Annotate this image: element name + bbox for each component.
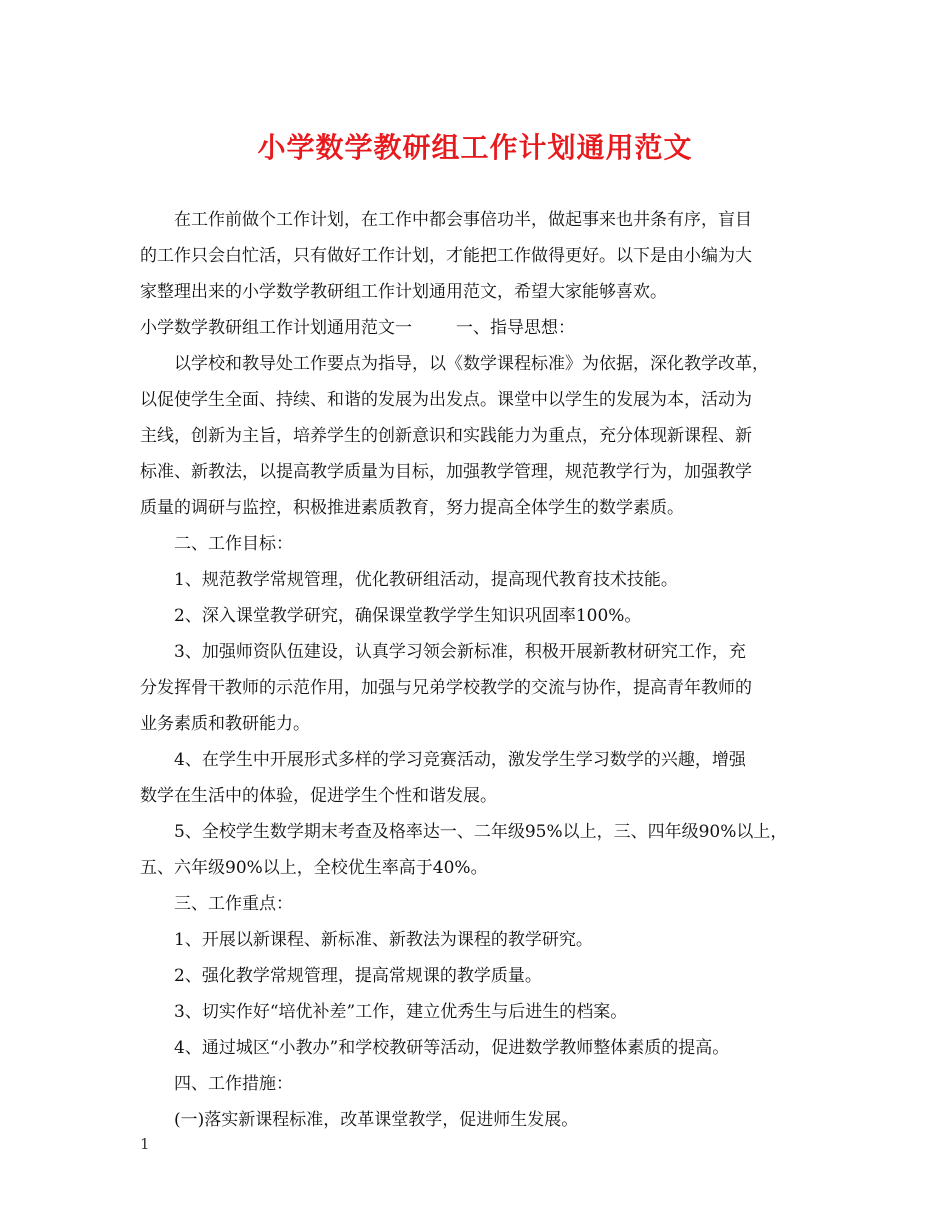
text-line: 质量的调研与监控，积极推进素质教育，努力提高全体学生的数学素质。 [140, 498, 684, 518]
section-heading: 二、工作目标： [174, 534, 293, 554]
subtitle: 小学数学教研组工作计划通用范文一 [140, 318, 412, 338]
focus-item: 3、切实作好“培优补差”工作，建立优秀生与后进生的档案。 [174, 1002, 628, 1022]
section-heading: 一、指导思想： [456, 318, 575, 338]
text-line: 在工作前做个工作计划，在工作中都会事倍功半，做起事来也井条有序，盲目 [174, 210, 752, 230]
measure-item: (一)落实新课程标准，改革课堂教学，促进师生发展。 [174, 1110, 579, 1130]
goal-item-cont: 业务素质和教研能力。 [140, 714, 310, 734]
section-heading-line [140, 310, 830, 346]
goal-item: 2、深入课堂教学研究，确保课堂教学学生知识巩固率100%。 [174, 606, 642, 626]
text-line: 以学校和教导处工作要点为指导，以《数学课程标准》为依据，深化教学改革， [174, 354, 769, 374]
text-line: 标准、新教法，以提高教学质量为目标，加强教学管理，规范教学行为，加强教学 [140, 462, 752, 482]
goal-item-cont: 数学在生活中的体验，促进学生个性和谐发展。 [140, 786, 497, 806]
text-line: 的工作只会白忙活，只有做好工作计划，才能把工作做得更好。以下是由小编为大 [140, 246, 752, 266]
goal-item: 1、规范教学常规管理，优化教研组活动，提高现代教育技术技能。 [174, 570, 678, 590]
guiding-paragraph [140, 346, 830, 526]
goal-item: 4、在学生中开展形式多样的学习竞赛活动，激发学生学习数学的兴趣，增强 [174, 750, 746, 770]
goal-item-cont: 五、六年级90%以上，全校优生率高于40%。 [140, 858, 488, 878]
focus-item: 4、通过城区“小教办”和学校教研等活动，促进数学教师整体素质的提高。 [174, 1038, 730, 1058]
intro-paragraph [140, 202, 830, 310]
focus-section [140, 886, 830, 1066]
document-body [140, 202, 830, 1138]
document-title: 小学数学教研组工作计划通用范文 [257, 131, 693, 164]
goal-item: 5、全校学生数学期末考查及格率达一、二年级95%以上，三、四年级90%以上， [174, 822, 788, 842]
goal-item-cont: 分发挥骨干教师的示范作用，加强与兄弟学校教学的交流与协作，提高青年教师的 [140, 678, 752, 698]
page-number: 1 [140, 1135, 150, 1153]
goals-section [140, 526, 830, 886]
text-line: 主线，创新为主旨，培养学生的创新意识和实践能力为重点，充分体现新课程、新 [140, 426, 752, 446]
text-line: 家整理出来的小学数学教研组工作计划通用范文，希望大家能够喜欢。 [140, 282, 667, 302]
section-heading: 三、工作重点： [174, 894, 293, 914]
focus-item: 1、开展以新课程、新标准、新教法为课程的教学研究。 [174, 930, 593, 950]
measures-section [140, 1066, 830, 1138]
goal-item: 3、加强师资队伍建设，认真学习领会新标准，积极开展新教材研究工作，充 [174, 642, 746, 662]
text-line: 以促使学生全面、持续、和谐的发展为出发点。课堂中以学生的发展为本，活动为 [140, 390, 752, 410]
section-heading: 四、工作措施： [174, 1074, 293, 1094]
focus-item: 2、强化教学常规管理，提高常规课的教学质量。 [174, 966, 542, 986]
